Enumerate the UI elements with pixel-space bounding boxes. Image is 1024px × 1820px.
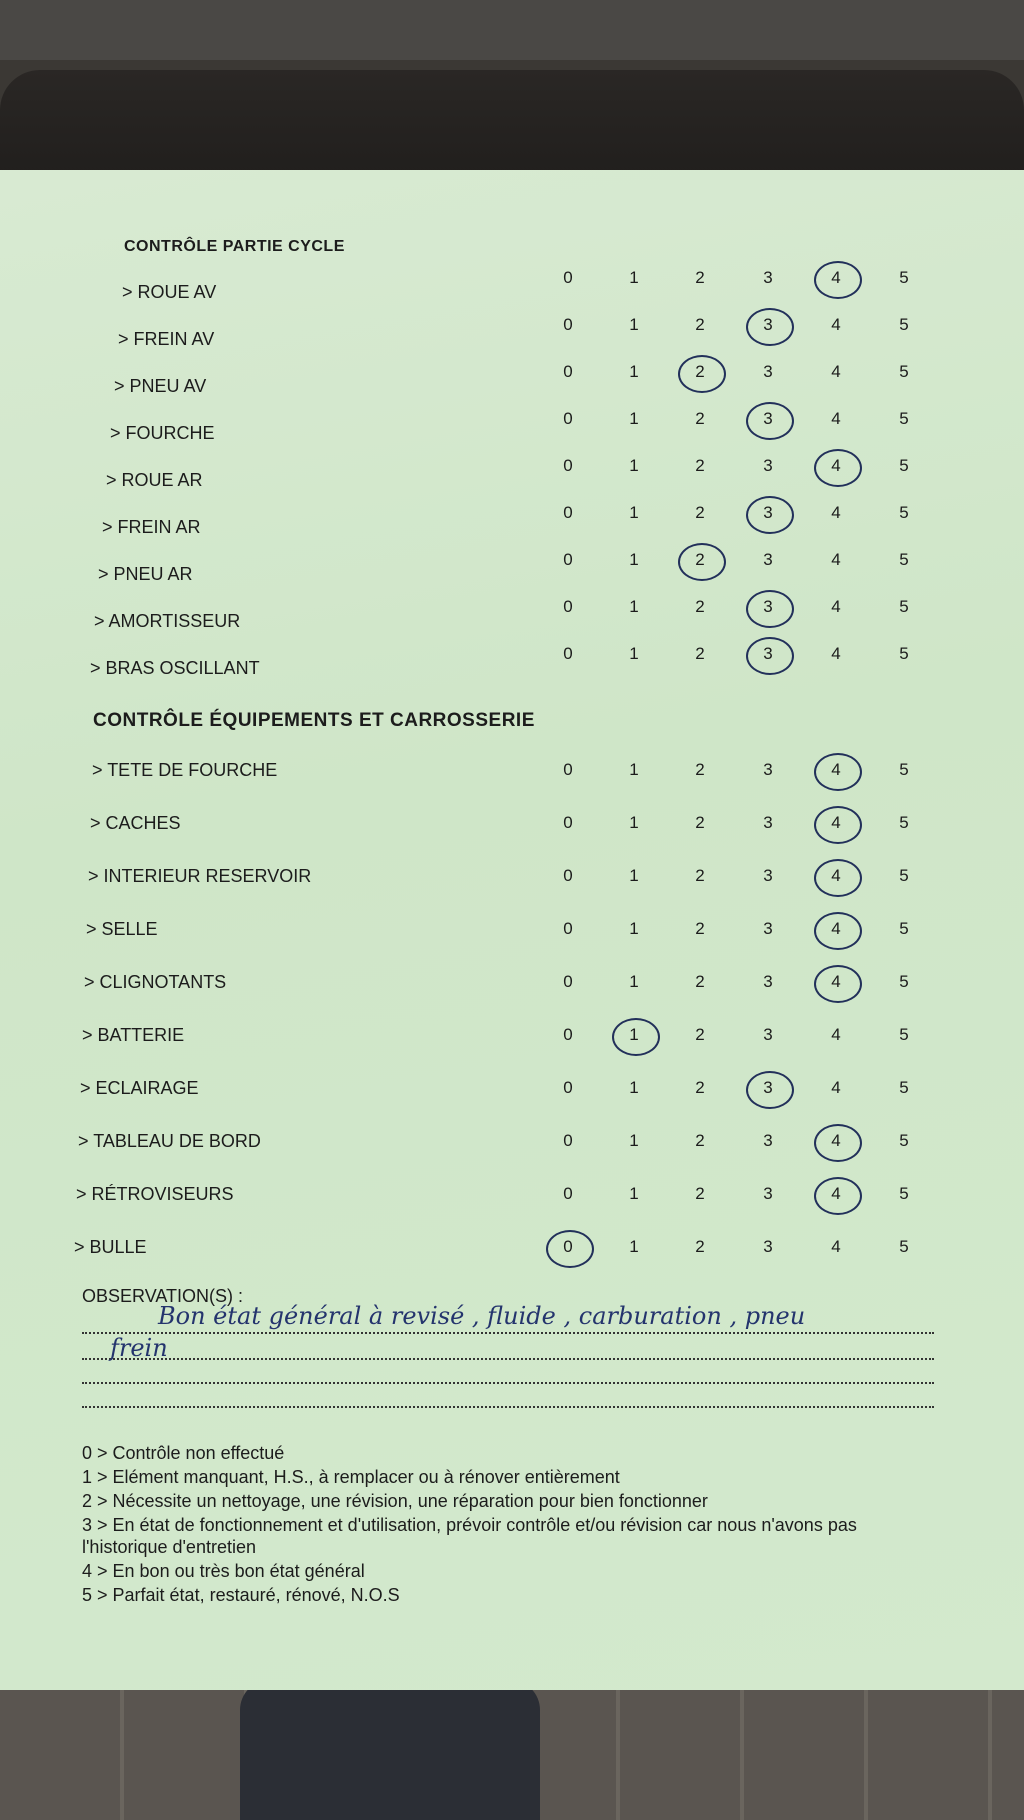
observation-line <box>82 1332 934 1334</box>
legend-line: 0 > Contrôle non effectué <box>82 1443 285 1463</box>
cycle-score-option[interactable]: 4 <box>831 456 841 475</box>
background-top <box>0 0 1024 60</box>
handwritten-observation: Bon état général à revisé , fluide , carburation , pneu <box>158 1302 806 1330</box>
equipment-score-option[interactable]: 4 <box>831 972 841 991</box>
cycle-score-option[interactable]: 2 <box>695 456 705 475</box>
equipment-score-option[interactable]: 3 <box>763 866 773 885</box>
cycle-item-label: > PNEU AR <box>98 564 193 584</box>
equipment-score-option[interactable]: 3 <box>763 1131 773 1150</box>
cycle-score-option[interactable]: 1 <box>629 503 639 522</box>
rating-circle-mark <box>814 859 862 897</box>
equipment-score-option[interactable]: 2 <box>695 1237 705 1256</box>
equipment-score-option[interactable]: 1 <box>629 1184 639 1203</box>
cycle-score-option[interactable]: 5 <box>899 550 909 569</box>
rating-circle-mark <box>814 449 862 487</box>
rating-circle-mark <box>678 543 726 581</box>
cycle-score-option[interactable]: 4 <box>831 362 841 381</box>
rating-circle-mark <box>814 1124 862 1162</box>
observation-line <box>82 1406 934 1408</box>
equipment-score-option[interactable]: 5 <box>899 866 909 885</box>
equipment-score-option[interactable]: 1 <box>629 1131 639 1150</box>
observation-line <box>82 1382 934 1384</box>
rating-circle-mark <box>746 308 794 346</box>
cycle-score-option[interactable]: 3 <box>763 456 773 475</box>
cycle-score-option[interactable]: 1 <box>629 644 639 663</box>
equipment-score-option[interactable]: 3 <box>763 1078 773 1097</box>
equipment-score-option[interactable]: 2 <box>695 1025 705 1044</box>
rating-circle-mark <box>612 1018 660 1056</box>
equipment-score-option[interactable]: 2 <box>695 972 705 991</box>
cycle-score-option[interactable]: 3 <box>763 597 773 616</box>
equipment-score-option[interactable]: 1 <box>629 919 639 938</box>
equipment-score-option[interactable]: 0 <box>563 972 573 991</box>
observations-label: OBSERVATION(S) : <box>82 1286 244 1306</box>
legend-line: 2 > Nécessite un nettoyage, une révision, une réparation pour bien fonctionner <box>82 1491 708 1511</box>
cycle-score-option[interactable]: 2 <box>695 409 705 428</box>
cycle-score-option[interactable]: 1 <box>629 268 639 287</box>
equipment-score-option[interactable]: 1 <box>629 813 639 832</box>
cycle-score-option[interactable]: 4 <box>831 597 841 616</box>
equipment-score-option[interactable]: 2 <box>695 813 705 832</box>
equipment-score-option[interactable]: 4 <box>831 1078 841 1097</box>
cycle-score-option[interactable]: 5 <box>899 644 909 663</box>
cycle-score-option[interactable]: 3 <box>763 409 773 428</box>
equipment-score-option[interactable]: 2 <box>695 1078 705 1097</box>
rating-circle-mark <box>814 753 862 791</box>
legend-line: 1 > Elément manquant, H.S., à remplacer ou à rénover entièrement <box>82 1467 620 1487</box>
cycle-score-option[interactable]: 5 <box>899 503 909 522</box>
equipment-score-option[interactable]: 0 <box>563 919 573 938</box>
equipment-score-option[interactable]: 3 <box>763 919 773 938</box>
rating-circle-mark <box>814 1177 862 1215</box>
equipment-score-option[interactable]: 0 <box>563 866 573 885</box>
equipment-score-option[interactable]: 2 <box>695 760 705 779</box>
cycle-score-option[interactable]: 0 <box>563 315 573 334</box>
legend-line: 5 > Parfait état, restauré, rénové, N.O.S <box>82 1585 400 1605</box>
cycle-score-option[interactable]: 3 <box>763 644 773 663</box>
equipment-item-label: > INTERIEUR RESERVOIR <box>88 866 312 886</box>
cycle-score-option[interactable]: 1 <box>629 597 639 616</box>
cycle-score-option[interactable]: 0 <box>563 550 573 569</box>
cycle-score-option[interactable]: 5 <box>899 268 909 287</box>
equipment-item-label: > TABLEAU DE BORD <box>78 1131 261 1151</box>
cycle-score-option[interactable]: 0 <box>563 644 573 663</box>
section-title-cycle: CONTRÔLE PARTIE CYCLE <box>124 238 345 255</box>
cycle-score-option[interactable]: 5 <box>899 597 909 616</box>
equipment-score-option[interactable]: 0 <box>563 1078 573 1097</box>
equipment-score-option[interactable]: 4 <box>831 1237 841 1256</box>
person-leg <box>240 1680 540 1820</box>
cycle-score-option[interactable]: 0 <box>563 503 573 522</box>
cycle-score-option[interactable]: 0 <box>563 597 573 616</box>
cycle-score-option[interactable]: 2 <box>695 597 705 616</box>
cycle-score-option[interactable]: 1 <box>629 409 639 428</box>
equipment-score-option[interactable]: 2 <box>695 866 705 885</box>
cycle-item-label: > BRAS OSCILLANT <box>90 658 260 678</box>
equipment-score-option[interactable]: 5 <box>899 1025 909 1044</box>
equipment-score-option[interactable]: 5 <box>899 1237 909 1256</box>
equipment-item-label: > SELLE <box>86 919 158 939</box>
equipment-score-option[interactable]: 4 <box>831 1025 841 1044</box>
rating-circle-mark <box>546 1230 594 1268</box>
rating-circle-mark <box>814 261 862 299</box>
cycle-item-label: > FREIN AR <box>102 517 201 537</box>
rating-circle-mark <box>814 806 862 844</box>
equipment-score-option[interactable]: 3 <box>763 760 773 779</box>
equipment-score-option[interactable]: 5 <box>899 972 909 991</box>
cycle-score-option[interactable]: 3 <box>763 362 773 381</box>
equipment-item-label: > CLIGNOTANTS <box>84 972 227 992</box>
cycle-score-option[interactable]: 2 <box>695 503 705 522</box>
equipment-score-option[interactable]: 5 <box>899 1131 909 1150</box>
cycle-item-label: > AMORTISSEUR <box>94 611 241 631</box>
cycle-score-option[interactable]: 0 <box>563 456 573 475</box>
observation-line <box>82 1358 934 1360</box>
rating-circle-mark <box>746 1071 794 1109</box>
rating-circle-mark <box>746 402 794 440</box>
equipment-score-option[interactable]: 4 <box>831 919 841 938</box>
equipment-item-label: > BATTERIE <box>82 1025 185 1045</box>
equipment-score-option[interactable]: 0 <box>563 1025 573 1044</box>
cycle-score-option[interactable]: 3 <box>763 268 773 287</box>
equipment-score-option[interactable]: 2 <box>695 1184 705 1203</box>
equipment-score-option[interactable]: 0 <box>563 760 573 779</box>
equipment-score-option[interactable]: 1 <box>629 866 639 885</box>
equipment-score-option[interactable]: 1 <box>629 760 639 779</box>
rating-circle-mark <box>814 912 862 950</box>
rating-circle-mark <box>746 637 794 675</box>
section-title-equipment: CONTRÔLE ÉQUIPEMENTS ET CARROSSERIE <box>93 710 535 731</box>
equipment-item-label: > ECLAIRAGE <box>80 1078 199 1098</box>
cycle-score-option[interactable]: 0 <box>563 268 573 287</box>
cycle-score-option[interactable]: 3 <box>763 550 773 569</box>
cycle-item-label: > ROUE AV <box>122 282 217 302</box>
equipment-score-option[interactable]: 4 <box>831 813 841 832</box>
equipment-score-option[interactable]: 1 <box>629 972 639 991</box>
handwritten-observation: frein <box>110 1334 168 1362</box>
rating-circle-mark <box>678 355 726 393</box>
equipment-score-option[interactable]: 1 <box>629 1237 639 1256</box>
cycle-score-option[interactable]: 5 <box>899 409 909 428</box>
rating-circle-mark <box>746 496 794 534</box>
cycle-score-option[interactable]: 4 <box>831 409 841 428</box>
cycle-score-option[interactable]: 4 <box>831 315 841 334</box>
cycle-score-option[interactable]: 2 <box>695 550 705 569</box>
equipment-item-label: > TETE DE FOURCHE <box>92 760 278 780</box>
rating-circle-mark <box>814 965 862 1003</box>
equipment-score-option[interactable]: 4 <box>831 1184 841 1203</box>
cycle-score-option[interactable]: 5 <box>899 362 909 381</box>
cycle-score-option[interactable]: 0 <box>563 362 573 381</box>
cycle-score-option[interactable]: 2 <box>695 315 705 334</box>
equipment-score-option[interactable]: 2 <box>695 919 705 938</box>
equipment-score-option[interactable]: 2 <box>695 1131 705 1150</box>
cycle-item-label: > PNEU AV <box>114 376 207 396</box>
equipment-score-option[interactable]: 0 <box>563 1237 573 1256</box>
legend-line: 4 > En bon ou très bon état général <box>82 1561 365 1581</box>
equipment-score-option[interactable]: 3 <box>763 972 773 991</box>
equipment-score-option[interactable]: 3 <box>763 1025 773 1044</box>
equipment-item-label: > CACHES <box>90 813 181 833</box>
cycle-score-option[interactable]: 5 <box>899 315 909 334</box>
rating-circle-mark <box>746 590 794 628</box>
equipment-score-option[interactable]: 5 <box>899 760 909 779</box>
equipment-score-option[interactable]: 4 <box>831 866 841 885</box>
equipment-score-option[interactable]: 5 <box>899 1078 909 1097</box>
cycle-score-option[interactable]: 2 <box>695 268 705 287</box>
cycle-score-option[interactable]: 2 <box>695 644 705 663</box>
cycle-score-option[interactable]: 2 <box>695 362 705 381</box>
cycle-score-option[interactable]: 4 <box>831 644 841 663</box>
cycle-score-option[interactable]: 3 <box>763 315 773 334</box>
cycle-score-option[interactable]: 1 <box>629 362 639 381</box>
cycle-score-option[interactable]: 4 <box>831 550 841 569</box>
equipment-score-option[interactable]: 3 <box>763 1184 773 1203</box>
equipment-score-option[interactable]: 5 <box>899 919 909 938</box>
legend-line: 3 > En état de fonctionnement et d'utilisation, prévoir contrôle et/ou révision car nous n'avons pas l'historique d'entretien <box>82 1515 857 1557</box>
equipment-item-label: > RÉTROVISEURS <box>76 1184 234 1204</box>
cycle-item-label: > FOURCHE <box>110 423 215 443</box>
cycle-score-option[interactable]: 4 <box>831 503 841 522</box>
cycle-score-option[interactable]: 0 <box>563 409 573 428</box>
equipment-score-option[interactable]: 5 <box>899 1184 909 1203</box>
cycle-score-option[interactable]: 5 <box>899 456 909 475</box>
equipment-score-option[interactable]: 3 <box>763 1237 773 1256</box>
cycle-item-label: > ROUE AR <box>106 470 203 490</box>
cycle-score-option[interactable]: 3 <box>763 503 773 522</box>
inspection-sheet <box>0 170 1024 1690</box>
equipment-score-option[interactable]: 0 <box>563 1131 573 1150</box>
equipment-score-option[interactable]: 0 <box>563 1184 573 1203</box>
equipment-score-option[interactable]: 4 <box>831 760 841 779</box>
equipment-score-option[interactable]: 5 <box>899 813 909 832</box>
cycle-score-option[interactable]: 1 <box>629 550 639 569</box>
cycle-score-option[interactable]: 1 <box>629 315 639 334</box>
cycle-score-option[interactable]: 1 <box>629 456 639 475</box>
equipment-score-option[interactable]: 3 <box>763 813 773 832</box>
equipment-score-option[interactable]: 1 <box>629 1078 639 1097</box>
equipment-score-option[interactable]: 1 <box>629 1025 639 1044</box>
equipment-score-option[interactable]: 0 <box>563 813 573 832</box>
cycle-score-option[interactable]: 4 <box>831 268 841 287</box>
equipment-score-option[interactable]: 4 <box>831 1131 841 1150</box>
cycle-item-label: > FREIN AV <box>118 329 215 349</box>
equipment-item-label: > BULLE <box>74 1237 147 1257</box>
